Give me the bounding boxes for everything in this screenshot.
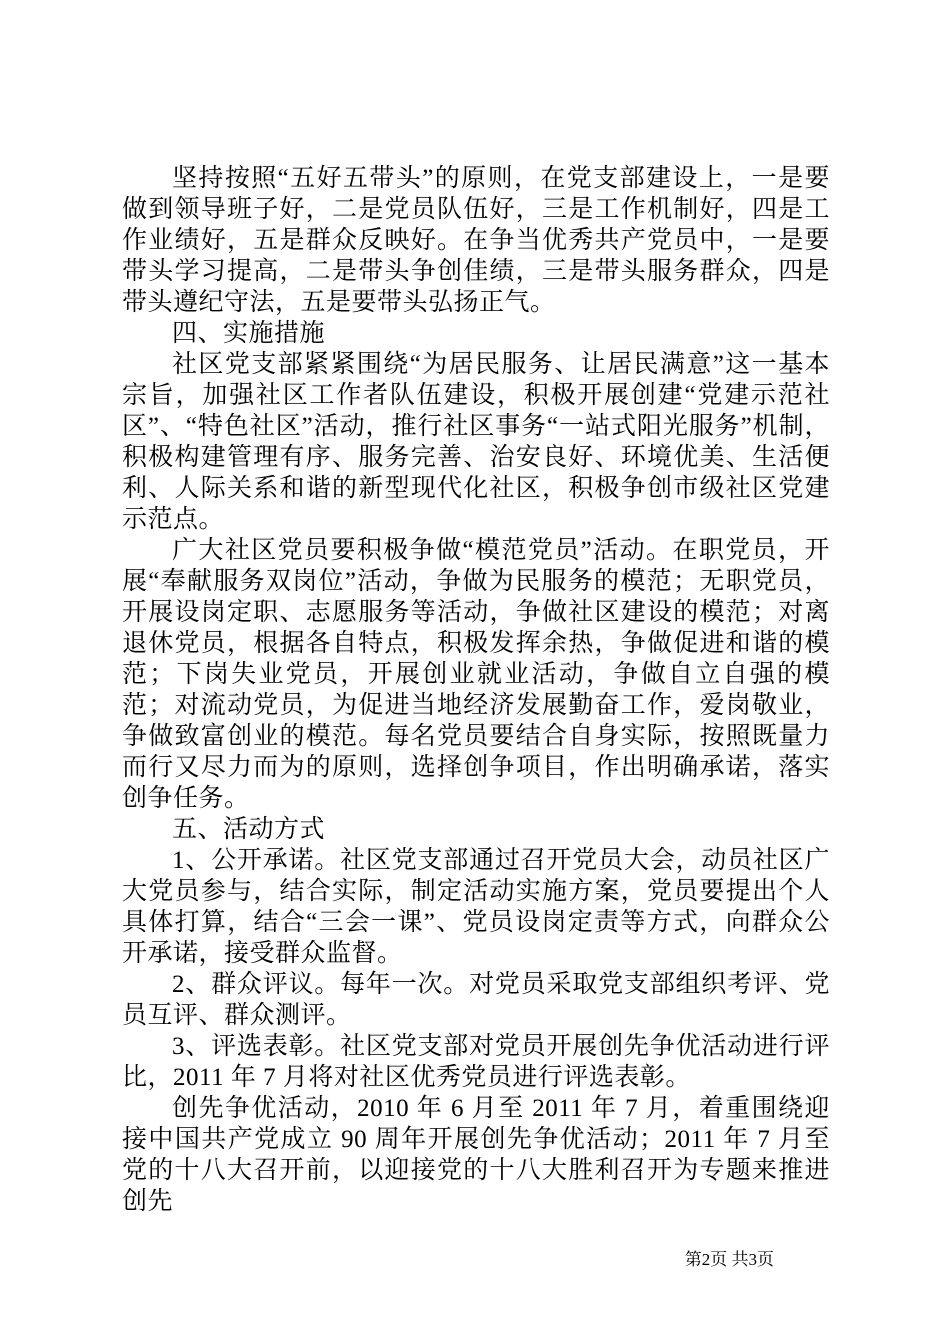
paragraph: 广大社区党员要积极争做“模范党员”活动。在职党员，开展“奉献服务双岗位”活动，争做为民服务的模范；无职党员，开展设岗定职、志愿服务等活动，争做社区建设的模范；对离退休党员，根据各自特点，积极发挥余热，争做促进和谐的模范；下岗失业党员，开展创业就业活动，争做自立自强的模范；对流动党员，为促进当地经济发展勤奋工作，爱岗敬业，争做致富创业的模范。每名党员要结合自身实际，按照既量力而行又尽力而为的原则，选择创争项目，作出明确承诺，落实创争任务。 — [122, 537, 830, 812]
section-heading: 四、实施措施 — [172, 320, 326, 347]
paragraph: 创先争优活动，2010 年 6 月至 2011 年 7 月，着重围绕迎接中国共产党成立 90 周年开展创先争优活动；2011 年 7 月至党的十八大召开前，以迎接党的十八大胜利召开为专题来推进创先 — [122, 1095, 830, 1215]
paragraph: 3、评选表彰。社区党支部对党员开展创先争优活动进行评比，2011 年 7 月将对社区优秀党员进行评选表彰。 — [122, 1033, 830, 1091]
document-body — [122, 163, 830, 1217]
page-footer — [685, 1250, 774, 1270]
paragraph: 1、公开承诺。社区党支部通过召开党员大会，动员社区广大党员参与，结合实际，制定活动实施方案，党员要提出个人具体打算，结合“三会一课”、党员设岗定责等方式，向群众公开承诺，接受群众监督。 — [122, 847, 830, 967]
paragraph: 2、群众评议。每年一次。对党员采取党支部组织考评、党员互评、群众测评。 — [122, 971, 830, 1029]
paragraph: 社区党支部紧紧围绕“为居民服务、让居民满意”这一基本宗旨，加强社区工作者队伍建设，积极开展创建“党建示范社区”、“特色社区”活动，推行社区事务“一站式阳光服务”机制，积极构建管理有序、服务完善、治安良好、环境优美、生活便利、人际关系和谐的新型现代化社区，积极争创市级社区党建示范点。 — [122, 351, 830, 533]
paragraph: 坚持按照“五好五带头”的原则，在党支部建设上，一是要做到领导班子好，二是党员队伍好，三是工作机制好，四是工作业绩好，五是群众反映好。在争当优秀共产党员中，一是要带头学习提高，二是带头争创佳绩，三是带头服务群众，四是带头遵纪守法，五是要带头弘扬正气。 — [122, 165, 830, 316]
section-heading: 五、活动方式 — [172, 816, 326, 843]
page-number: 第2页 共3页 — [684, 1250, 774, 1269]
